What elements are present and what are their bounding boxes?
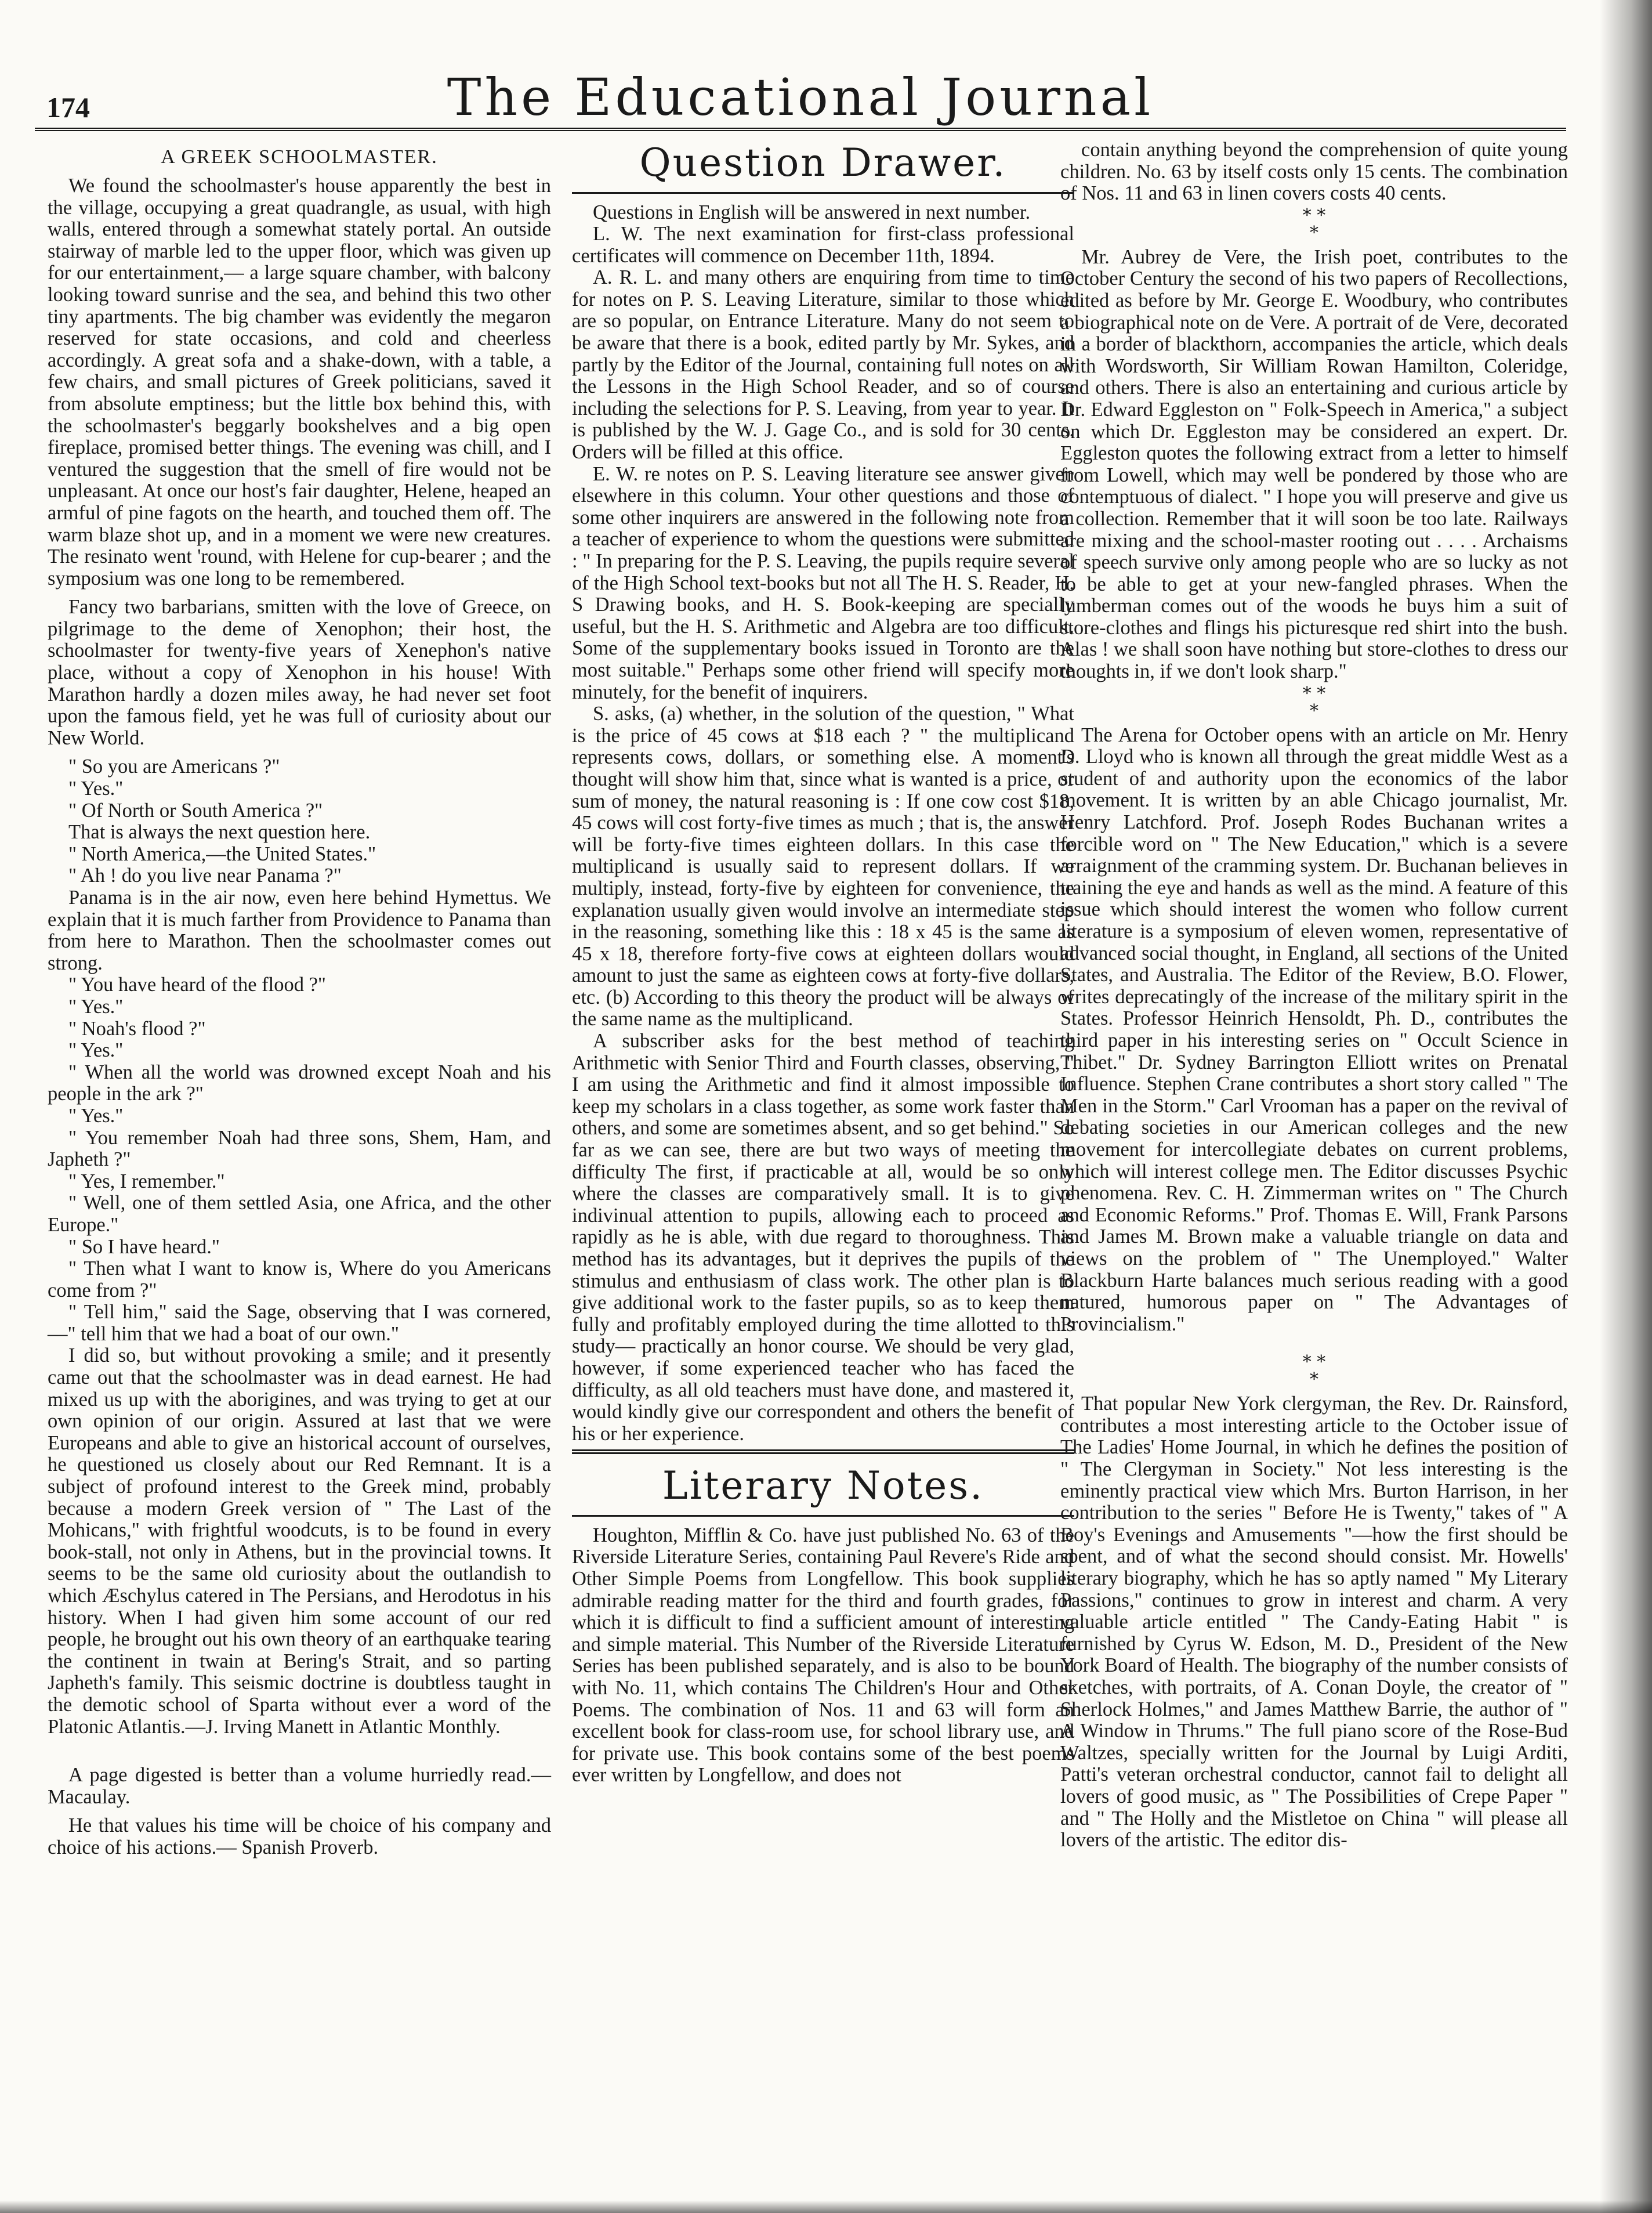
column-middle (572, 139, 1074, 1787)
paragraph: Questions in English will be answered in next number. (593, 201, 1031, 223)
quotation-spanish-proverb: He that values his time will be choice of his company and choice of his actions.— Spanish Proverb. (48, 1814, 551, 1858)
banner-rule (572, 1449, 1074, 1454)
quotation-macaulay: A page digested is better than a volume hurriedly read.—Macaulay. (48, 1764, 551, 1808)
paragraph: S. asks, (a) whether, in the solution of the question, " What is the price of 45 cows at $18 each ? " the multiplicand represents cows, dollars, or something else. A moment's thought will show him that, since what is wanted is a price, or sum of money, the natural reasoning is : If one cow cost $18, 45 cows will cost forty-five times as much ; that is, the answer will be forty-five times eighteen dollars. In this case the multiplicand is usually said to represent dollars. If we multiply, instead, forty-five by eighteen for convenience, the explanation usually given would involve an intermediate step in the reasoning, something like this : 18 x 45 is the same as 45 x 18, therefore forty-five cows at eighteen dollars would amount to just the same as eighteen cows at forty-five dollars, etc. (b) According to this theory the product will be always of the same name as the multiplicand. (572, 703, 1074, 1030)
paragraph: E. W. re notes on P. S. Leaving literature see answer given elsewhere in this column. Your other questions and those of some other inquirers are answered in the following note from a teacher of experience to whom the questions were submitted : " In preparing for the P. S. Leaving, the pupils require several of the High School text-books but not all The H. S. Reader, H. S Drawing books, and H. S. Book-keeping are specially useful, but the H. S. Arithmetic and Algebra are too difficult. Some of the supplementary books issued in Toronto are the most suitable." Perhaps some other friend will specify more minutely, for the benefit of inquirers. (572, 462, 1074, 703)
column-right (1060, 139, 1568, 1852)
paragraph: A subscriber asks for the best method of teaching Arithmetic with Senior Third and Fourth classes, observing, " I am using the Arithmetic and find it almost impossible to keep my scholars in a class together, as some work faster than others, and some are sometimes absent, and so get behind." So far as we can see, there are but two ways of meeting the difficulty The first, if practicable at all, would be so only where the classes are comparatively small. It is to give indivinual attention to pupils, allowing each to proceed as rapidly as he is able, with due regard to thoroughness. This method has its advantages, but it deprives the pupils of the stimulus and enthusiasm of class work. The other plan is to give additional work to the faster pupils, so as to keep them fully and profitably employed during the time allotted to this study— practically an honor course. We should be very glad, however, if some experienced teacher who has faced the difficulty, as all old teachers must have done, and mastered it, would kindly give our correspondent and others the benefit of his or her experience. (572, 1030, 1074, 1445)
asterism-divider: * * * (1302, 205, 1326, 243)
asterism-divider: * * * (1302, 1352, 1326, 1390)
header-rule (35, 128, 1566, 131)
running-head (35, 67, 1566, 133)
paragraph: Mr. Aubrey de Vere, the Irish poet, contributes to the October Century the second of his two papers of Recollections, edited as before by Mr. George E. Woodbury, who contributes a biographical note on de Vere. A portrait of de Vere, decorated in a border of blackthorn, accompanies the article, which deals with Wordsworth, Sir William Rowan Hamilton, Coleridge, and others. There is also an entertaining and curious article by Dr. Edward Eggleston on " Folk-Speech in America," a subject on which Dr. Eggleston may be considered an expert. Dr. Eggleston quotes the following extract from a letter to himself from Lowell, which may well be pondered by those who are contemptuous of dialect. " I hope you will preserve and give us a collection. Remember that it will soon be too late. Railways are mixing and the school-master rooting out . . . . Archaisms of speech survive only among people who are so lucky as not to be able to get at your new-fangled phrases. When the lumberman comes out of the woods he buys him a suit of store-clothes and flings his picturesque red shirt into the bush. Alas ! we shall soon have nothing but store-clothes to dress our thoughts in, if we don't look sharp." (1060, 245, 1568, 683)
paragraph: That popular New York clergyman, the Rev. Dr. Rainsford, contributes a most interesting article to the October issue of The Ladies' Home Journal, in which he defines the position of " The Clergyman in Society." Not less interesting is the eminently practical view which Mrs. Burton Harrison, in her contribution to the series " Before He is Twenty," takes of " A Boy's Evenings and Amusements "—how the first should be spent, and of what the second should consist. Mr. Howells' literary biography, which he has so aptly named " My Literary Passions," continues to grow in interest and charm. A very valuable article entitled " The Candy-Eating Habit " is furnished by Cyrus W. Edson, M. D., President of the New York Board of Health. The biography of the number consists of sketches, with portraits, of A. Conan Doyle, the creator of " Sherlock Holmes," and James Matthew Barrie, the author of " A Window in Thrums." The full piano score of the Rose-Bud Waltzes, specially written for the Journal by Luigi Arditi, Patti's veteran orchestral conductor, cannot fail to delight all lovers of good music, as " The Possibilities of Crepe Paper " and " The Holly and the Mistletoe on China " will please all lovers of the artistic. The editor dis- (1060, 1393, 1568, 1852)
dialogue-line: " So I have heard." (68, 1235, 220, 1258)
scan-edge-shadow (0, 2200, 1652, 2213)
scan-edge-shadow (1600, 0, 1652, 2213)
page-number: 174 (46, 91, 90, 124)
dialogue-line: " Yes." (68, 995, 124, 1018)
section-banner-literary-notes: Literary Notes. (662, 1463, 984, 1509)
dialogue-line: That is always the next question here. (68, 821, 371, 844)
paragraph: " Tell him," said the Sage, observing that I was cornered,—" tell him that we had a boat of our own." (48, 1301, 551, 1345)
paragraph: A. R. L. and many others are enquiring from time to time for notes on P. S. Leaving Literature, similar to those which are so popular, on Entrance Literature. Many do not seem to be aware that there is a book, edited partly by Mr. Sykes, and partly by the Editor of the Journal, containing full notes on all the Lessons in the High School Reader, and so of course including the selections for P. S. Leaving, from year to year. It is published by the W. J. Gage Co., and is sold for 30 cents. Orders will be filled at this office. (572, 266, 1074, 464)
paragraph: We found the schoolmaster's house apparently the best in the village, occupying a great quadrangle, as usual, with high walls, entered through a somewhat stately portal. An outside stairway of marble led to the upper floor, which was given up for our entertainment,— a large square chamber, with balcony looking toward sunrise and the sea, and behind this two other tiny apartments. The big chamber was evidently the megaron reserved for state occasions, and cold and cheerless accordingly. A great sofa and a shake-down, with a table, a few chairs, and small pictures of Greek politicians, saved it from absolute emptiness; but the little box behind this, with the schoolmaster's beggarly bookshelves and a big open fireplace, promised better things. The evening was chill, and I ventured the suggestion that the smell of fire would not be unpleasant. At once our host's fair daughter, Helene, heaped an armful of pine fagots on the hearth, and touched them off. The warm blaze shot up, and in a moment we were new creatures. The resinato went 'round, with Helene for cup-bearer ; and the symposium was one long to be remembered. (48, 175, 551, 590)
paragraph: " You remember Noah had three sons, Shem, Ham, and Japheth ?" (48, 1126, 551, 1171)
article-heading-greek-schoolmaster: A GREEK SCHOOLMASTER. (161, 146, 438, 168)
banner-rule (572, 1515, 1074, 1517)
paragraph: " Well, one of them settled Asia, one Africa, and the other Europe." (48, 1192, 551, 1236)
paragraph: " Then what I want to know is, Where do you Americans come from ?" (48, 1257, 551, 1301)
paragraph: The Arena for October opens with an article on Mr. Henry D. Lloyd who is known all through the great middle West as a student of and authority upon the economics of the labor movement. It is written by an able Chicago journalist, Mr. Henry Latchford. Prof. Joseph Rodes Buchanan writes a forcible word on " The New Education," which is a severe arraignment of the cramming system. Dr. Buchanan believes in training the eye and hands as well as the mind. A feature of this issue which should interest the women who follow current literature is a symposium of eleven women, representative of advanced social thought, in England, all sections of the United States, and Australia. The Editor of the Review, B.O. Flower, writes deprecatingly of the increase of the military spirit in the States. Professor Heinrich Hensoldt, Ph. D., contributes the third paper in his interesting series on " Occult Science in Thibet." Dr. Sydney Barrington Elliott writes on Prenatal Influence. Stephen Crane contributes a short story called " The Men in the Storm." Carl Vrooman has a paper on the revival of debating societies in our American colleges and the new movement for intercollegiate debates on current problems, which will interest college men. The Editor discusses Psychic phenomena. Rev. C. H. Zimmerman writes on " The Church and Economic Reforms." Prof. Thomas E. Will, Frank Parsons and James M. Brown make a valuable triangle on data and views on the problem of " The Unemployed." Walter Blackburn Harte balances much serious reading with a good natured, humorous paper on " The Advantages of Provincialism." (1060, 724, 1568, 1335)
paragraph: Panama is in the air now, even here behind Hymettus. We explain that it is much farther from Providence to Panama than from here to Marathon. Then the schoolmaster comes out strong. (48, 887, 551, 974)
banner-rule (572, 192, 1074, 194)
dialogue-line: " So you are Americans ?" (68, 755, 280, 778)
dialogue-line: " Ah ! do you live near Panama ?" (68, 865, 342, 887)
dialogue-line: " Of North or South America ?" (68, 799, 323, 822)
dialogue-line: " Yes." (68, 1104, 124, 1127)
dialogue-line: " Noah's flood ?" (68, 1017, 206, 1040)
dialogue-line: " Yes." (68, 1039, 124, 1062)
paragraph: Houghton, Mifflin & Co. have just published No. 63 of the Riverside Literature Series, containing Paul Revere's Ride and Other Simple Poems from Longfellow. This book supplies admirable reading matter for the third and fourth grades, for which it is difficult to find a sufficient amount of interesting and simple material. This Number of the Riverside Literature Series has been published separately, and is also to be bound with No. 11, which contains The Children's Hour and Other Poems. The combination of Nos. 11 and 63 will form an excellent book for class-room use, for school library use, and for private use. This book contains some of the best poems ever written by Longfellow, and does not (572, 1524, 1074, 1787)
paragraph: L. W. The next examination for first-class professional certificates will commence on December 11th, 1894. (572, 223, 1074, 267)
dialogue-line: " Yes, I remember." (68, 1170, 225, 1192)
dialogue-line: " Yes." (68, 778, 124, 800)
dialogue-line: " You have heard of the flood ?" (68, 974, 326, 996)
dialogue-line: " North America,—the United States." (68, 842, 376, 865)
paragraph: Fancy two barbarians, smitten with the love of Greece, on pilgrimage to the deme of Xenophon; their host, the schoolmaster for twenty-five years of Xenephon's native place, without a copy of Xenophon in his house! With Marathon hardly a dozen miles away, he had never set foot upon the famous field, yet he was full of curiosity about our New World. (48, 596, 551, 749)
paragraph: " When all the world was drowned except Noah and his people in the ark ?" (48, 1061, 551, 1105)
journal-title: The Educational Journal (447, 67, 1154, 127)
paragraph: I did so, but without provoking a smile; and it presently came out that the schoolmaster was in dead earnest. He had mixed us up with the aborigines, and was trying to get at our own opinion of our origin. Assured at last that we were Europeans and able to give an historical account of ourselves, he questioned us closely about our Red Remnant. It is a subject of profound interest to the Greek mind, probably because a modern Greek version of " The Last of the Mohicans," with frightful woodcuts, is to be found in every book-stall, not only in Athens, but in the provincial towns. It seems to be the same old curiosity about the outlandish to which Æschylus catered in The Persians, and Herodotus in his history. When I had given him some account of our red people, he brought out his own theory of an earthquake tearing the continent in twain at Bering's Strait, and so parting Japheth's family. This seismic doctrine is doubtless taught in the demotic school of Sparta without ever a word of the Platonic Atlantis.—J. Irving Manett in Atlantic Monthly. (48, 1344, 551, 1738)
column-left (48, 139, 551, 1859)
paragraph: contain anything beyond the comprehension of quite young children. No. 63 by itself costs only 15 cents. The combination of Nos. 11 and 63 in linen covers costs 40 cents. (1060, 139, 1568, 205)
section-banner-question-drawer: Question Drawer. (639, 140, 1007, 185)
asterism-divider: * * * (1302, 683, 1326, 721)
